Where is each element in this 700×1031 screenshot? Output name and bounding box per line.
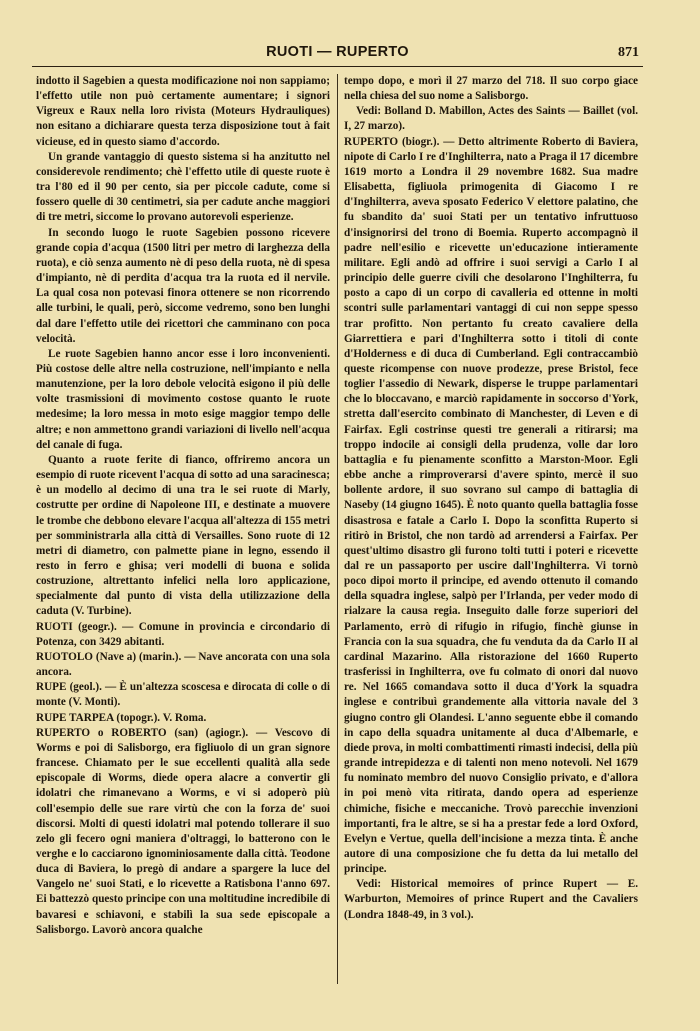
reference-ruperto-biogr: Vedi: Historical memoires of prince Rupert — E. Warburton, Memoires of prince Rupert and the Cavaliers (Londra 1848-49, in 3 vol.).: [344, 878, 638, 921]
left-column: [36, 74, 330, 938]
header-rule: [32, 66, 643, 67]
right-column: [344, 74, 638, 923]
paragraph-marly-wheels: Quanto a ruote ferite di fianco, offriremo ancora un esempio di ruote ricevent l'acqua di sotto ad una saracinesca; è un modello al decimo di una tra le sei ruote di Marly, costrutte per ordine di Napoleone III, e destinate a muovere le trombe che debbono elevare l'acqua all'altezza di 155 metri per somministrarla alla città di Versailles. Sono ruote di 12 metri di diametro, con palmette piane in legno, essendo il resto in ferro e ghisa; veri modelli di buona e solida costruzione, altrettanto infelici nella loro applicazione, specialmente dal punto di vista della utilizzazione della caduta (V. Turbine).: [36, 453, 330, 618]
paragraph-ruperto-san-end: tempo dopo, e morì il 27 marzo del 718. Il suo corpo giace nella chiesa del suo nome a Salisborgo.: [344, 75, 638, 103]
paragraph-sagebien-modification: indotto il Sagebien a questa modificazione noi non sappiamo; l'effetto utile non può certamente aumentare; i signori Vigreux e Raux nella loro rivista (Moteurs Hydrauliques) non esitano a dichiarare questa terza disposizione tout à fait vicieuse, ed in questo siamo d'accordo.: [36, 75, 330, 148]
entry-ruperto-san: RUPERTO o ROBERTO (san) (agiogr.). — Vescovo di Worms e poi di Salisborgo, era figliuolo di un gran signore francese. Chiamato per le sue eccellenti qualità alla sede episcopale di Worms, diede opera alacre a convertir gli idolatri che rimanevano a Worms, e vi si adoperò più coll'esempio delle sue rare virtù che con la forza de' suoi discorsi. Molti di questi idolatri mal potendo tollerare il suo zelo gli fecero ogni maniera d'oltraggi, lo batterono con le verghe e lo cacciarono ignominiosamente dalla città. Teodone duca di Baviera, lo pregò di andare a spargere la luce del Vangelo ne' suoi Stati, e lo ricevette a Ratisbona l'anno 697. Ei battezzò questo principe con una moltitudine incredibile di bavaresi e schiavoni, e stabilì la sua sede episcopale a Salisborgo. Lavorò ancora qualche: [36, 726, 330, 936]
reference-ruperto-san: Vedi: Bolland D. Mabillon, Actes des Saints — Baillet (vol. I, 27 marzo).: [344, 105, 638, 133]
entry-ruotolo: RUOTOLO (Nave a) (marin.). — Nave ancorata con una sola ancora.: [36, 650, 330, 679]
paragraph-inconvenienti: Le ruote Sagebien hanno ancor esse i loro inconvenienti. Più costose delle altre nella costruzione, nell'impianto e nella manutenzione, per la loro debole velocità esigono il più delle volte trasmissioni di movimento costose quanto le ruote medesime; la loro messa in moto esige maggior tempo delle altre; e non ammettono grandi variazioni di livello nell'acqua del canale di fuga.: [36, 347, 330, 451]
entry-rupe-tarpea: RUPE TARPEA (topogr.). V. Roma.: [36, 711, 207, 724]
page-number: 871: [618, 45, 639, 60]
paragraph-advantage: Un grande vantaggio di questo sistema si ha anzitutto nel considerevole rendimento; chè l'effetto utile di queste ruote è tra l'80 ed il 90 per cento, sia per piccole cadute, come si fossero quelle di 30 centimetri, sia per cadute anche maggiori di tre metri, siccome lo provano autorevoli esperienze.: [36, 150, 330, 224]
column-divider: [337, 74, 338, 984]
entry-ruoti: RUOTI (geogr.). — Comune in provincia e circondario di Potenza, con 3429 abitanti.: [36, 620, 330, 648]
page-header: [32, 44, 643, 68]
entry-rupe: RUPE (geol.). — È un'altezza scoscesa e dirocata di colle o di monte (V. Monti).: [36, 681, 330, 709]
running-title: RUOTI — RUPERTO: [266, 44, 409, 60]
entry-ruperto-biogr: RUPERTO (biogr.). — Detto altrimente Roberto di Baviera, nipote di Carlo I re d'Inghilterra, nato a Praga il 17 dicembre 1619 morto a Londra il 29 novembre 1682. Sua madre Elisabetta, figliuola primogenita di Giacomo I re d'Inghilterra, aveva sposato Federico V elettore palatino, che fu sbandito da' suoi Stati per un tentativo infruttuoso d'insignorirsi del trono di Boemia. Ruperto accompagnò il padre nell'esilio e ricevette un'educazione intieramente militare. Egli andò ad offrire i suoi servigi a Carlo I al principio delle guerre civili che desolarono l'Inghilterra, fu posto a capo di un corpo di cavalleria ed ottenne in molti scontri sulle parlamentari vantaggi di cui non seppe spesso trar profitto. Non pertanto fu creato cavaliere della Giarrettiera e pari d'Inghilterra sotto i titoli di conte d'Holderness e di duca di Cumberland. Egli contraccambiò queste ricompense con nuove prodezze, prese Bristol, fece toglier l'assedio di Newark, disperse le truppe parlamentari che lo bloccavano, e marciò rapidamente in soccorso d'York, stretta dall'esercito combinato di Manchester, di Leven e di Fairfax. Egli costrinse questi tre generali a ritirarsi; ma troppo indocile ai consigli della prudenza, volle dar loro battaglia e fu pienamente sconfitto a Marston-Moor. Egli ebbe anche a rimproverarsi d'avere spinto, mercè il suo bollente ardore, il suo sovrano sul campo di battaglia di Naseby (14 giugno 1645). È noto quanto quella battaglia fosse disastrosa e fatale a Carlo I. Dopo la sconfitta Ruperto si ritirò in Bristol, che non tardò ad arrendersi a Fairfax. Per quest'ultimo disastro gli furono tolti tutti i poteri e ricevette dal re un passaporto per uscire dall'Inghilterra. Vi tornò poco dipoi morto il principe, ed avendo ottenuto il comando della squadra inglese, salpò per l'Irlanda, per veder modo di rialzare la causa regia. Inseguito dalle forze superiori del Parlamento, errò di rifugio in rifugio, finchè giunse in Francia con la sua squadra, che fu venduta da da Carlo II al cardinal Mazarino. Alla ristorazione del 1660 Ruperto trasferissi in Inghilterra, ove fu colmato di onori dal nuovo re. Nel 1665 comandava sotto il duca d'York la squadra inglese e contribuì grandemente alla vittoria navale del 3 giugno contro gli Olandesi. L'anno seguente ebbe il comando in capo della squadra unitamente al duca d'Albemarle, e diede prova, in molti combattimenti rimasti indecisi, della più grande intrepidezza e di talenti non meno notevoli. Nel 1679 fu nominato membro del nuovo Consiglio privato, e d'allora in poi menò vita ritirata, dando opera ad esperienze chimiche, fisiche e meccaniche. Trovò parecchie invenzioni importanti, fra le altre, se si ha a prestar fede a lord Oxford, Evelyn e Vertue, quella dell'incisione a mezza tinta. È anche autore di una composizione che fu detta da lui metallo del principe.: [344, 135, 638, 876]
paragraph-water-capacity: In secondo luogo le ruote Sagebien possono ricevere grande copia d'acqua (1500 litri per metro di larghezza della ruota), e ciò senza aumento nè di peso della ruota, nè di spesa d'impianto, nè di perdita d'acqua tra la ruota ed il nervile. La qual cosa non potevasi finora ottenere se non ricorrendo alle turbini, le quali, però, siccome vedremo, sono ben lunghi dal dare l'effetto utile dei ricettori che camminano con poca velocità.: [36, 226, 330, 345]
